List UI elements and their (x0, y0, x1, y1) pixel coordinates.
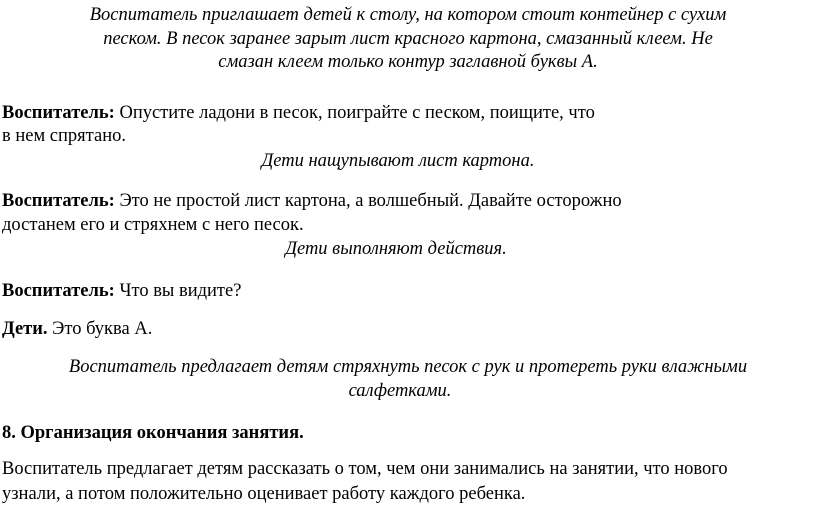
paragraph-3 (2, 280, 241, 302)
speech-text: Что вы видите? (114, 281, 242, 301)
action-note-2: Дети выполняют действия. (285, 239, 507, 259)
intro-line-1: Воспитатель приглашает детей к столу, на котором стоит контейнер с сухим (89, 5, 727, 25)
section-text-line-1: Воспитатель предлагает детям рассказать о том, чем они занимались на занятии, что нового (2, 459, 728, 479)
paragraph-1-line-1 (2, 102, 595, 124)
intro-line-3: смазан клеем только контур заглавной буквы А. (218, 52, 598, 72)
paragraph-2-line-2: достанем его и стряхнем с него песок. (2, 215, 304, 235)
section-text-line-2: узнали, а потом положительно оценивает работу каждого ребенка. (2, 484, 526, 504)
speech-text: Опустите ладони в песок, поиграйте с песком, поищите, что (114, 103, 595, 123)
speech-text: Это буква А. (47, 319, 153, 339)
speaker-label: Воспитатель: (2, 281, 115, 301)
action-note-1: Дети нащупывают лист картона. (261, 151, 535, 171)
speaker-label: Воспитатель: (2, 103, 115, 123)
speech-text: Это не простой лист картона, а волшебный. Давайте осторожно (114, 191, 622, 211)
speaker-label: Воспитатель: (2, 191, 115, 211)
speaker-label: Дети. (2, 319, 48, 339)
intro-line-2: песком. В песок заранее зарыт лист красного картона, смазанный клеем. Не (103, 29, 713, 49)
section-heading: 8. Организация окончания занятия. (2, 423, 304, 443)
closing-note-line-2: салфетками. (348, 381, 452, 401)
paragraph-2-line-1 (2, 190, 622, 212)
paragraph-4 (2, 318, 152, 340)
paragraph-1-line-2: в нем спрятано. (2, 126, 126, 146)
closing-note-line-1: Воспитатель предлагает детям стряхнуть песок с рук и протереть руки влажными (68, 357, 748, 377)
